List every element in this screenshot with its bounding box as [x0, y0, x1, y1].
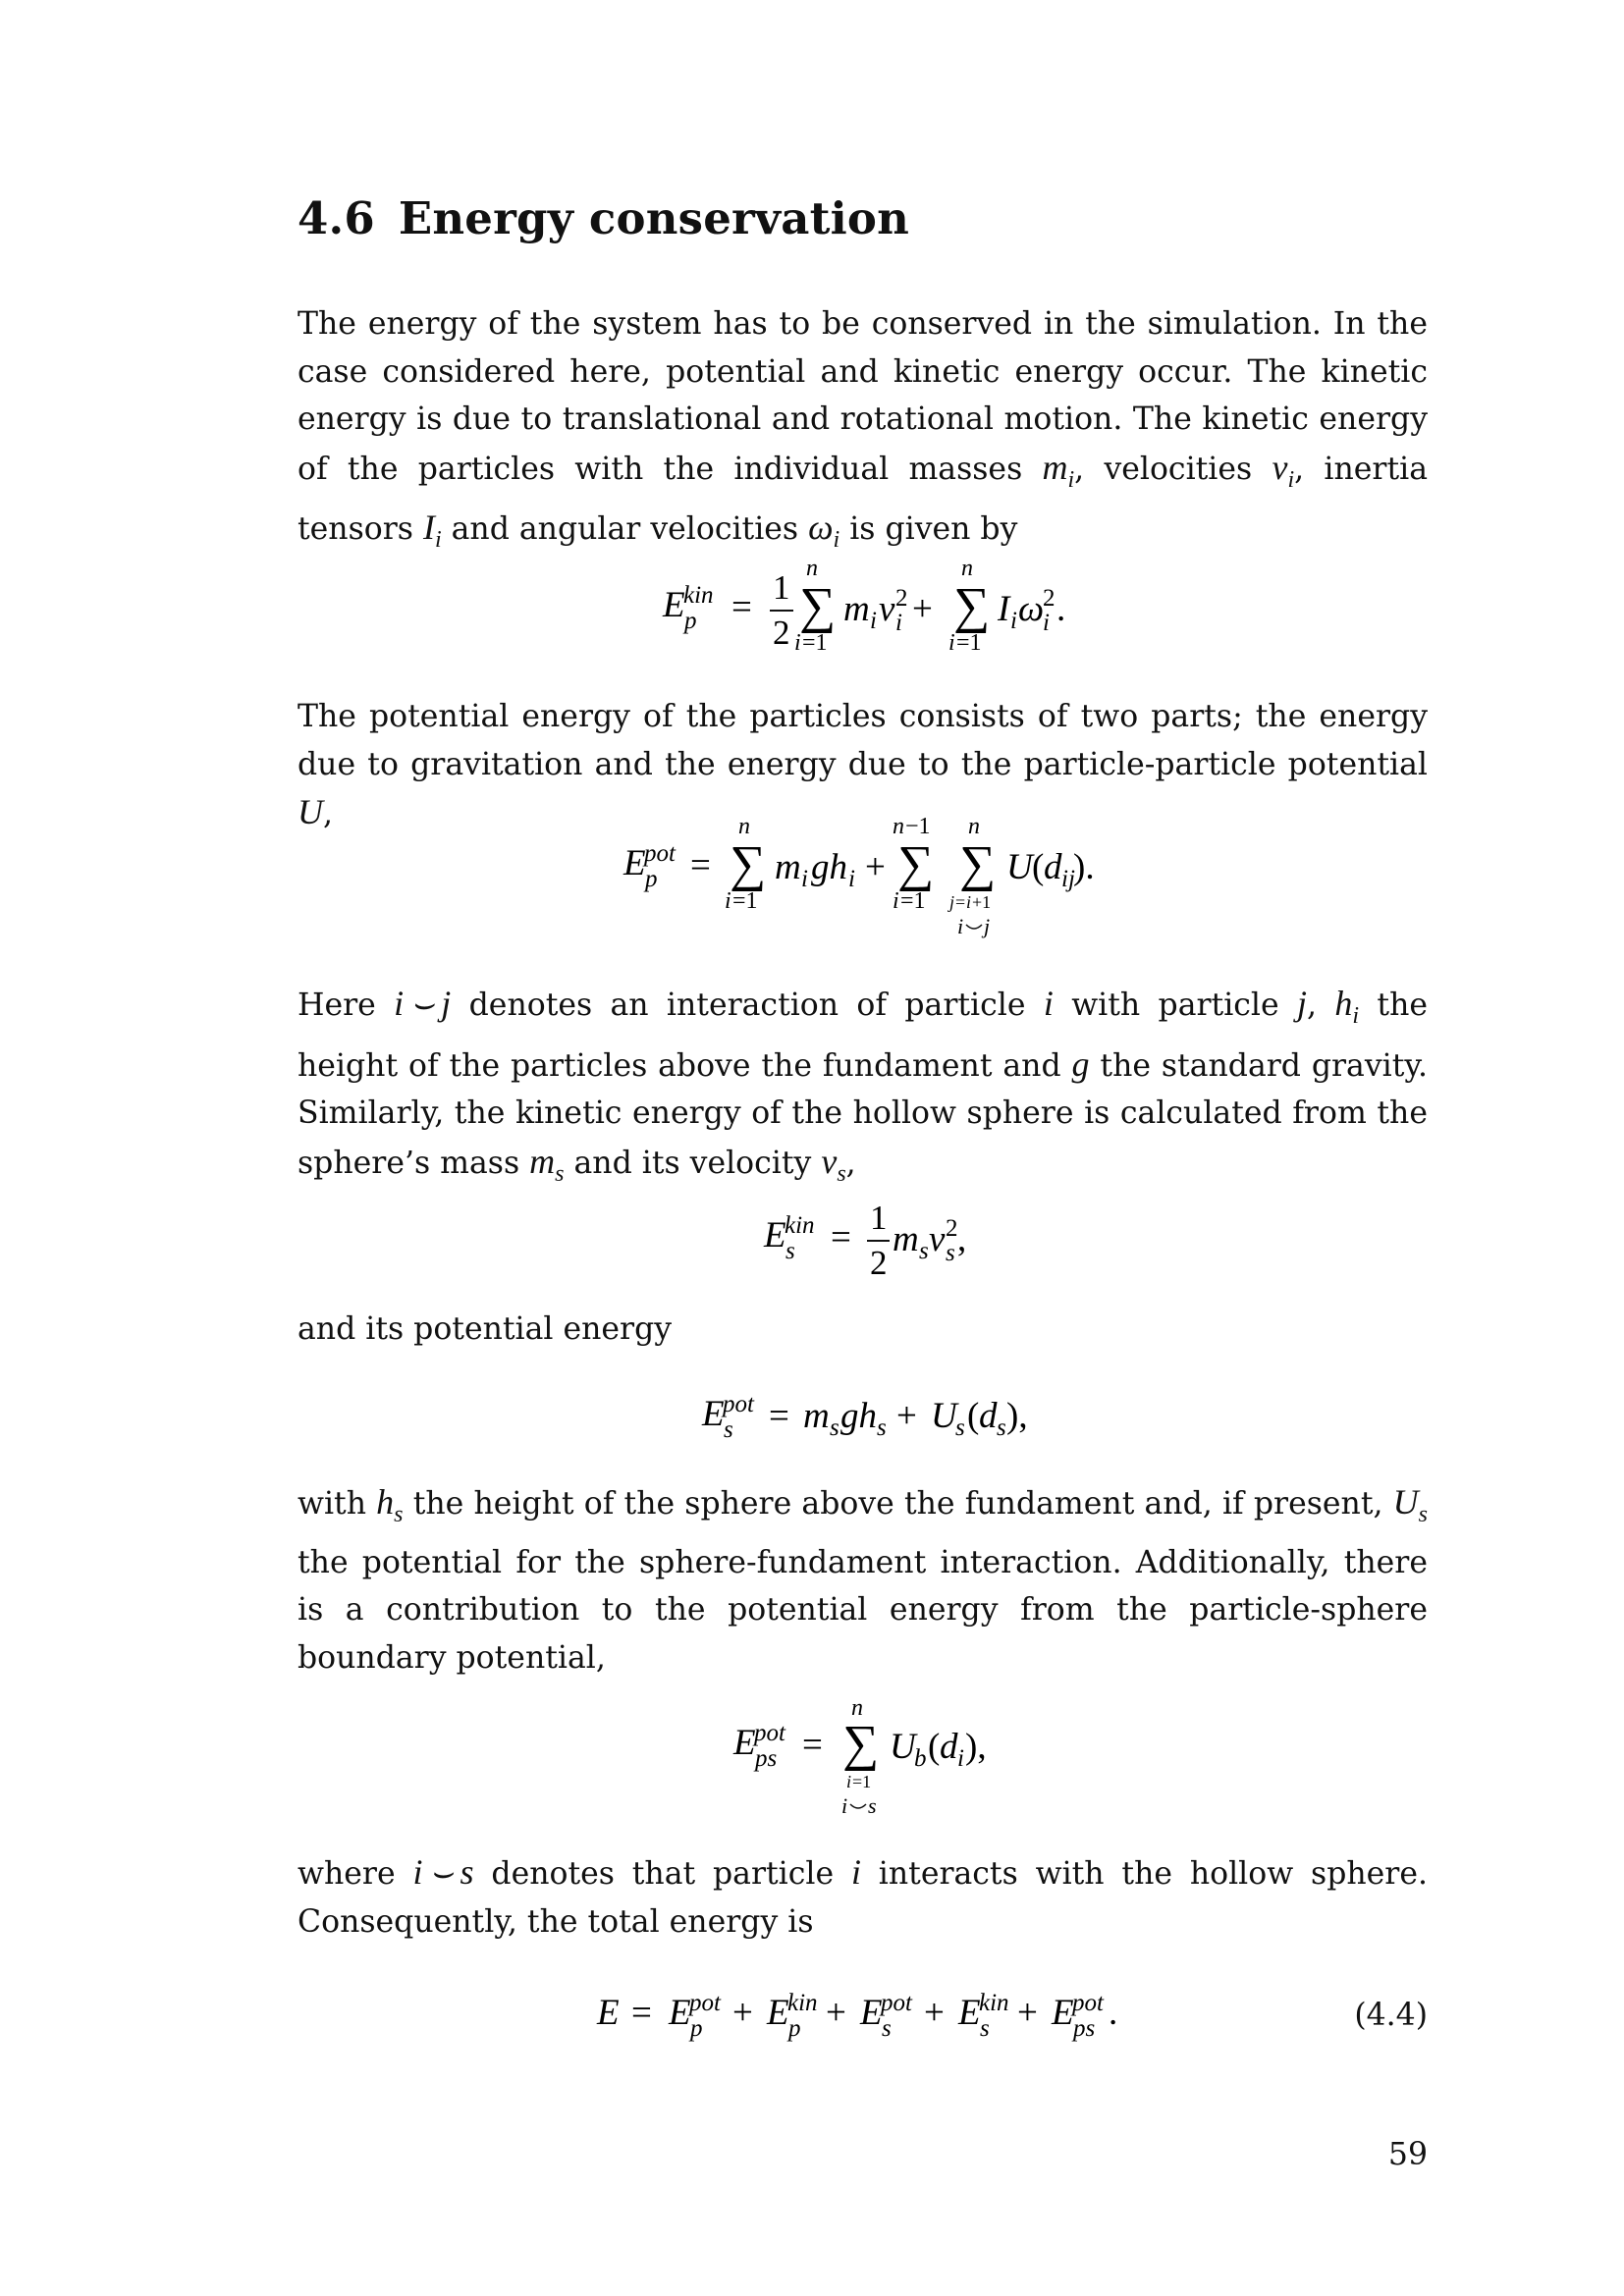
svg-text:n: n	[968, 814, 980, 839]
svg-text:i: i	[846, 1772, 852, 1791]
svg-text:i: i	[893, 888, 899, 914]
svg-text:2: 2	[870, 1244, 888, 1282]
svg-text:),: ),	[965, 1727, 987, 1767]
svg-text:=1: =1	[900, 888, 926, 914]
svg-text:1: 1	[773, 568, 790, 607]
section-number: 4.6	[298, 192, 375, 244]
math-ms: $m_s$	[529, 1141, 565, 1187]
math-hi: $h_i$	[1334, 984, 1360, 1030]
equation-kinetic-sphere	[298, 1200, 1428, 1298]
svg-text:+: +	[896, 1396, 917, 1436]
svg-text:∑: ∑	[842, 1716, 880, 1772]
svg-text:+: +	[912, 589, 933, 629]
svg-text:U: U	[931, 1396, 957, 1436]
svg-text:i: i	[794, 630, 801, 656]
paragraph-total-energy-intro: where i ⌣ s denotes that particle i interacts with the hollow sphere. Consequently, the total energy is	[298, 1852, 1428, 1940]
paragraph-kinetic-intro: The energy of the system has to be conserved in the simulation. In the case considered here, potential and kinetic energy occur. The kinetic energy is due to translational and rotational motion. The kinetic energy of the particles with the individual masses $m_i$, velocities $v_i$, inertia tensors $I_i$ and angular velocities $\omega_i$ is given by	[298, 306, 1428, 554]
svg-text:pot: pot	[644, 840, 676, 867]
math-mi: $m_i$	[1042, 447, 1075, 493]
svg-text:=1: =1	[732, 888, 758, 914]
equation-total-energy	[298, 1973, 1428, 2052]
svg-text:d: d	[979, 1396, 998, 1436]
svg-text:2: 2	[946, 1215, 958, 1242]
svg-text:=: =	[831, 1217, 851, 1257]
svg-text:E: E	[623, 843, 646, 883]
svg-text:m: m	[803, 1396, 830, 1436]
svg-text:i: i	[1043, 610, 1050, 636]
svg-text:p: p	[788, 2015, 801, 2042]
svg-text:i: i	[895, 610, 902, 636]
svg-text:=1: =1	[956, 630, 982, 656]
svg-text:pot: pot	[881, 1990, 912, 2016]
svg-text:1: 1	[870, 1199, 888, 1237]
svg-text:i: i	[966, 892, 972, 912]
svg-text:∑: ∑	[953, 578, 991, 634]
svg-text:s: s	[946, 1240, 955, 1266]
svg-text:I: I	[998, 589, 1010, 629]
math-omega-i: $\omega_i$	[808, 507, 840, 554]
svg-text:i: i	[725, 888, 731, 914]
svg-text:i: i	[870, 608, 877, 634]
equation-kinetic-particles	[298, 556, 1428, 667]
svg-text:s: s	[724, 1416, 733, 1443]
svg-text:(: (	[928, 1727, 941, 1767]
svg-text:E: E	[1052, 1993, 1074, 2033]
svg-text:pot: pot	[754, 1720, 785, 1746]
svg-text:∑: ∑	[799, 578, 837, 634]
svg-text:ps: ps	[755, 1745, 778, 1772]
svg-text:E: E	[733, 1723, 756, 1763]
svg-text:=: =	[955, 892, 966, 912]
svg-text:.: .	[1056, 589, 1066, 629]
svg-text:E: E	[663, 585, 685, 625]
svg-text:=: =	[802, 1725, 823, 1765]
svg-text:gh: gh	[840, 1396, 877, 1436]
svg-text:E: E	[597, 1993, 620, 2033]
page-number: 59	[1387, 2137, 1428, 2172]
svg-text:.: .	[1109, 1993, 1118, 2033]
svg-text:kin: kin	[683, 582, 714, 609]
svg-text:E: E	[702, 1394, 725, 1434]
svg-text:n: n	[851, 1695, 863, 1721]
page	[298, 0, 1428, 2296]
svg-text:d: d	[1044, 847, 1062, 887]
svg-text:v: v	[929, 1219, 946, 1259]
section-title: Energy conservation	[398, 192, 910, 244]
paragraph-sphere-potential-intro: and its potential energy	[298, 1311, 673, 1347]
svg-text:i: i	[957, 914, 964, 938]
svg-text:b: b	[914, 1745, 927, 1772]
svg-text:s: s	[868, 1793, 877, 1818]
svg-text:+1: +1	[972, 892, 992, 912]
math-vs: $v_s$	[821, 1141, 846, 1187]
svg-text:pot: pot	[689, 1990, 721, 2016]
svg-text:E: E	[669, 1993, 691, 2033]
equation-particle-sphere-potential	[298, 1695, 1428, 1836]
svg-text:i: i	[1010, 608, 1017, 634]
math-Ii: $I_i$	[422, 507, 442, 554]
math-vi: $v_i$	[1272, 447, 1295, 493]
svg-text:n: n	[806, 556, 818, 581]
svg-text:E: E	[860, 1993, 883, 2033]
svg-text:).: ).	[1073, 847, 1095, 887]
svg-text:∑: ∑	[730, 836, 767, 892]
svg-text:=: =	[690, 845, 711, 885]
section-heading	[298, 192, 909, 244]
svg-text:=1: =1	[802, 630, 828, 656]
svg-text:ps: ps	[1073, 2015, 1096, 2042]
svg-text:2: 2	[1043, 585, 1056, 612]
svg-text:i: i	[957, 1745, 964, 1772]
equation-potential-particles	[298, 814, 1428, 947]
math-i-interacts-j: i ⌣ j	[394, 984, 452, 1023]
svg-text:n: n	[738, 814, 750, 839]
svg-text:i: i	[841, 1793, 848, 1818]
svg-text:i: i	[848, 866, 855, 892]
svg-text:=: =	[731, 587, 752, 627]
svg-text:ω: ω	[1018, 589, 1045, 629]
svg-text:U: U	[890, 1727, 916, 1767]
svg-text:2: 2	[773, 614, 790, 652]
svg-text:s: s	[997, 1415, 1006, 1441]
svg-text:m: m	[843, 589, 870, 629]
svg-text:+: +	[1017, 1993, 1038, 2033]
svg-text:p: p	[645, 866, 658, 892]
svg-text:s: s	[877, 1415, 887, 1441]
svg-text:i: i	[801, 866, 808, 892]
svg-text:m: m	[893, 1219, 919, 1259]
equation-potential-sphere	[298, 1379, 1428, 1448]
svg-text:kin: kin	[979, 1990, 1009, 2016]
svg-text:+: +	[865, 847, 886, 887]
svg-text:s: s	[785, 1238, 795, 1264]
svg-text:(: (	[967, 1396, 980, 1436]
svg-text:m: m	[775, 847, 801, 887]
equation-number: (4.4)	[1354, 1998, 1428, 2033]
svg-text:),: ),	[1006, 1396, 1028, 1436]
svg-text:pot: pot	[1072, 1990, 1104, 2016]
svg-text:2: 2	[895, 585, 908, 612]
math-U: U	[298, 792, 323, 831]
svg-text:d: d	[940, 1727, 958, 1767]
svg-text:s: s	[830, 1415, 839, 1441]
svg-text:s: s	[882, 2015, 892, 2042]
paragraph-sphere-height: with $h_s$ the height of the sphere above the fundament and, if present, $U_s$ the potential for the sphere-fundament interaction. Additionally, there is a contribution to the potential energy from the particle-sphere boundary potential,	[298, 1482, 1429, 1676]
svg-text:+: +	[924, 1993, 945, 2033]
svg-text:s: s	[919, 1238, 929, 1264]
svg-text:s: s	[980, 2015, 990, 2042]
svg-text:=: =	[769, 1396, 789, 1436]
paragraph-interaction-definition: Here i ⌣ j denotes an interaction of particle i with particle j, $h_i$ the height of the particles above the fundament and g the standard gravity. Similarly, the kinetic energy of the hollow sphere is calculated from the sphere’s mass $m_s$ and its velocity $v_s$,	[298, 984, 1429, 1187]
svg-text:+: +	[826, 1993, 846, 2033]
svg-text:kin: kin	[785, 1212, 815, 1239]
svg-text:∑: ∑	[897, 836, 935, 892]
svg-text:=: =	[631, 1993, 652, 2033]
paragraph-potential-intro: The potential energy of the particles consists of two parts; the energy due to gravitation and the energy due to the particle-particle potential U,	[298, 699, 1428, 831]
svg-text:E: E	[764, 1215, 786, 1255]
svg-text:gh: gh	[811, 847, 847, 887]
svg-text:v: v	[879, 589, 895, 629]
svg-text:=1: =1	[852, 1772, 872, 1791]
svg-text:ij: ij	[1061, 866, 1075, 892]
svg-text:p: p	[690, 2015, 703, 2042]
svg-text:pot: pot	[723, 1391, 754, 1417]
svg-text:p: p	[684, 608, 697, 634]
svg-text:i: i	[948, 630, 955, 656]
svg-text:n: n	[893, 814, 904, 839]
svg-text:s: s	[955, 1415, 965, 1441]
svg-text:∑: ∑	[959, 836, 997, 892]
svg-text:,: ,	[957, 1219, 967, 1259]
svg-text:E: E	[767, 1993, 789, 2033]
math-i-interacts-s: i ⌣ s	[412, 1852, 474, 1892]
svg-text:−1: −1	[905, 814, 931, 839]
svg-text:j: j	[949, 892, 955, 912]
svg-text:n: n	[961, 556, 973, 581]
svg-text:(: (	[1032, 847, 1045, 887]
math-hs: $h_s$	[376, 1482, 404, 1528]
math-g: g	[1071, 1043, 1090, 1084]
math-Us: $U_s$	[1392, 1482, 1429, 1528]
svg-text:+: +	[732, 1993, 753, 2033]
svg-text:j: j	[984, 914, 991, 938]
svg-text:kin: kin	[787, 1990, 818, 2016]
svg-text:U: U	[1006, 847, 1033, 887]
svg-text:E: E	[958, 1993, 981, 2033]
